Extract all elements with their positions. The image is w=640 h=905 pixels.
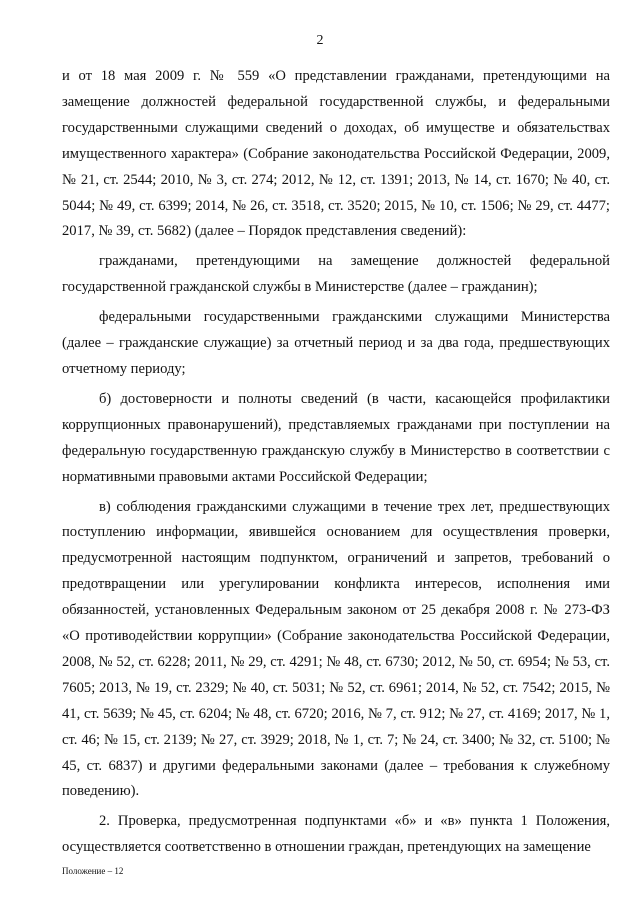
paragraph-continuation: и от 18 мая 2009 г. № 559 «О представлении гражданами, претендующими на замещение должностей федеральной государственной службы, и федеральными государственными служащими сведений о доходах, об имуществе и обязательствах имущественного характера» (Собрание законодательства Российской Федерации, 2009, № 21, ст. 2544; 2010, № 3, ст. 274; 2012, № 12, ст. 1391; 2013, № 14, ст. 1670; № 40, ст. 5044; № 49, ст. 6399; 2014, № 26, ст. 3518, ст. 3520; 2015, № 10, ст. 1506; № 29, ст. 4477; 2017, № 39, ст. 5682) (далее – Порядок представления сведений): — [62, 68, 610, 240]
page-footer: Положение – 12 — [62, 866, 124, 876]
paragraph-item-b: б) достоверности и полноты сведений (в части, касающейся профилактики коррупционных правонарушений), представляемых гражданами при поступлении на федеральную государственную гражданскую службу в Министерство в соответствии с нормативными правовыми актами Российской Федерации; — [62, 390, 610, 485]
paragraph-item-v: в) соблюдения гражданскими служащими в течение трех лет, предшествующих поступлению информации, явившейся основанием для осуществления проверки, предусмотренной настоящим подпунктом, ограничений и запретов, требований о предотвращении или урегулировании конфликта интересов, исполнения ими обязанностей, установленных Федеральным законом от 25 декабря 2008 г. № 273-ФЗ «О противодействии коррупции» (Собрание законодательства Российской Федерации, 2008, № 52, ст. 6228; 2011, № 29, ст. 4291; № 48, ст. 6730; 2012, № 50, ст. 6954; № 53, ст. 7605; 2013, № 19, ст. 2329; № 40, ст. 5031; № 52, ст. 6961; 2014, № 52, ст. 7542; 2015, № 41, ст. 5639; № 45, ст. 6204; № 48, ст. 6720; 2016, № 7, ст. 912; № 27, ст. 4169; 2017, № 1, ст. 46; № 15, ст. 2139; № 27, ст. 3929; 2018, № 1, ст. 7; № 24, ст. 3400; № 32, ст. 5100; № 45, ст. 6837) и другими федеральными законами (далее – требования к служебному поведению). — [62, 498, 610, 800]
paragraph-citizens: гражданами, претендующими на замещение должностей федеральной государственной гражданской службы в Министерстве (далее – гражданин); — [62, 253, 610, 296]
paragraph-item-2: 2. Проверка, предусмотренная подпунктами «б» и «в» пункта 1 Положения, осуществляется соответственно в отношении граждан, претендующих на замещение — [62, 813, 610, 856]
paragraph-civil-servants: федеральными государственными гражданскими служащими Министерства (далее – гражданские служащие) за отчетный период и за два года, предшествующих отчетному периоду; — [62, 309, 610, 377]
page-number: 2 — [316, 33, 324, 48]
document-body — [62, 64, 610, 861]
